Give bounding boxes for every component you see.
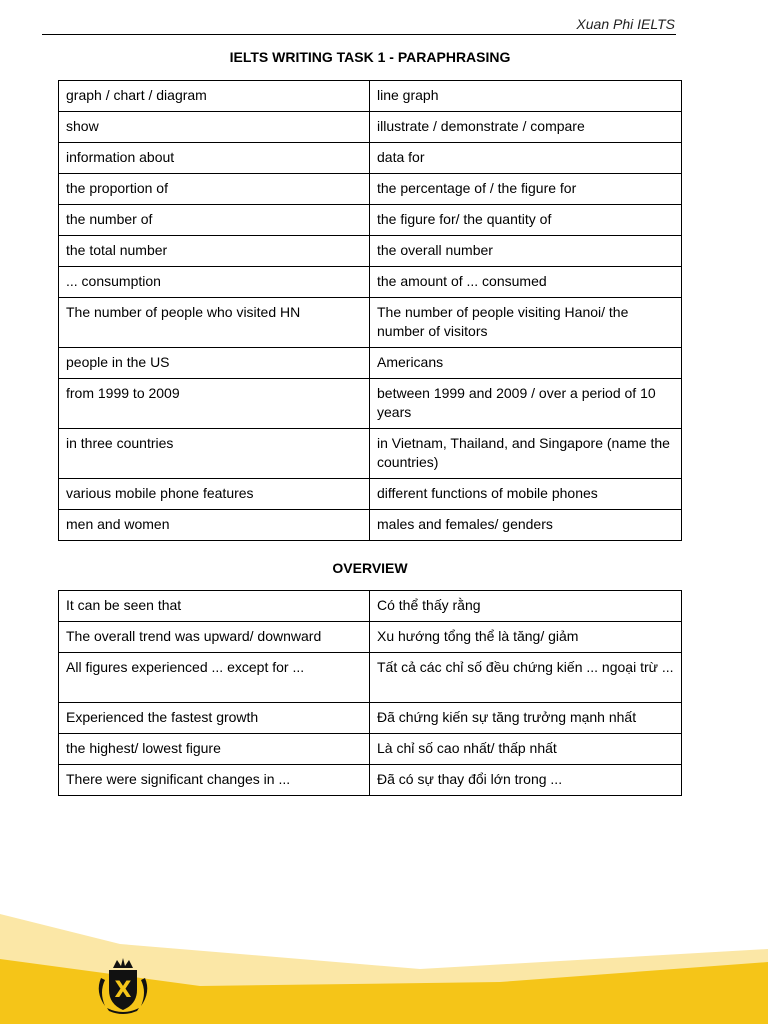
paraphrasing-cell-right: the overall number [370, 236, 682, 267]
paraphrasing-cell-left: information about [59, 143, 370, 174]
table-row [59, 429, 682, 479]
paraphrasing-cell-left: The number of people who visited HN [59, 298, 370, 348]
paraphrasing-cell-right: the percentage of / the figure for [370, 174, 682, 205]
table-row [59, 379, 682, 429]
paraphrasing-cell-right: line graph [370, 81, 682, 112]
overview-title: OVERVIEW [332, 560, 408, 576]
paraphrasing-cell-right: different functions of mobile phones [370, 479, 682, 510]
paraphrasing-cell-left: ... consumption [59, 267, 370, 298]
table-row [59, 703, 682, 734]
table-row [59, 298, 682, 348]
paraphrasing-cell-left: the number of [59, 205, 370, 236]
paraphrasing-cell-right: between 1999 and 2009 / over a period of 10 years [370, 379, 682, 429]
table-row [59, 734, 682, 765]
overview-cell-right: Đã chứng kiến sự tăng trưởng mạnh nhất [370, 703, 682, 734]
paraphrasing-cell-right: illustrate / demonstrate / compare [370, 112, 682, 143]
paraphrasing-table [58, 80, 682, 541]
overview-cell-left: It can be seen that [59, 591, 370, 622]
overview-cell-left: The overall trend was upward/ downward [59, 622, 370, 653]
logo-letter: X [114, 978, 132, 1003]
overview-cell-left: the highest/ lowest figure [59, 734, 370, 765]
crown-icon [113, 958, 133, 968]
paraphrasing-cell-right: the amount of ... consumed [370, 267, 682, 298]
overview-cell-right: Là chỉ số cao nhất/ thấp nhất [370, 734, 682, 765]
paraphrasing-cell-left: people in the US [59, 348, 370, 379]
paraphrasing-cell-left: men and women [59, 510, 370, 541]
paraphrasing-cell-left: various mobile phone features [59, 479, 370, 510]
overview-cell-left: There were significant changes in ... [59, 765, 370, 796]
overview-cell-left: Experienced the fastest growth [59, 703, 370, 734]
table-row [59, 236, 682, 267]
overview-cell-left: All figures experienced ... except for ... [59, 653, 370, 703]
table-row [59, 143, 682, 174]
paraphrasing-cell-right: The number of people visiting Hanoi/ the number of visitors [370, 298, 682, 348]
paraphrasing-cell-right: data for [370, 143, 682, 174]
table-row [59, 174, 682, 205]
paraphrasing-cell-right: males and females/ genders [370, 510, 682, 541]
header-rule [42, 34, 676, 35]
paraphrasing-cell-left: the proportion of [59, 174, 370, 205]
paraphrasing-cell-left: the total number [59, 236, 370, 267]
table-row [59, 205, 682, 236]
paraphrasing-cell-left: in three countries [59, 429, 370, 479]
table-row [59, 510, 682, 541]
paraphrasing-cell-left: from 1999 to 2009 [59, 379, 370, 429]
overview-cell-right: Có thể thấy rằng [370, 591, 682, 622]
table-row [59, 348, 682, 379]
overview-cell-right: Đã có sự thay đổi lớn trong ... [370, 765, 682, 796]
table-row [59, 81, 682, 112]
overview-table [58, 590, 682, 796]
paraphrasing-cell-right: Americans [370, 348, 682, 379]
brand-label: Xuan Phi IELTS [576, 16, 675, 32]
page-title: IELTS WRITING TASK 1 - PARAPHRASING [229, 49, 511, 65]
table-row [59, 653, 682, 703]
brand-logo [93, 958, 153, 1014]
paraphrasing-cell-right: in Vietnam, Thailand, and Singapore (name the countries) [370, 429, 682, 479]
table-row [59, 591, 682, 622]
table-row [59, 267, 682, 298]
paraphrasing-cell-right: the figure for/ the quantity of [370, 205, 682, 236]
paraphrasing-cell-left: graph / chart / diagram [59, 81, 370, 112]
table-row [59, 479, 682, 510]
table-row [59, 622, 682, 653]
paraphrasing-cell-left: show [59, 112, 370, 143]
overview-cell-right: Xu hướng tổng thể là tăng/ giảm [370, 622, 682, 653]
table-row [59, 765, 682, 796]
table-row [59, 112, 682, 143]
overview-cell-right: Tất cả các chỉ số đều chứng kiến ... ngoại trừ ... [370, 653, 682, 703]
